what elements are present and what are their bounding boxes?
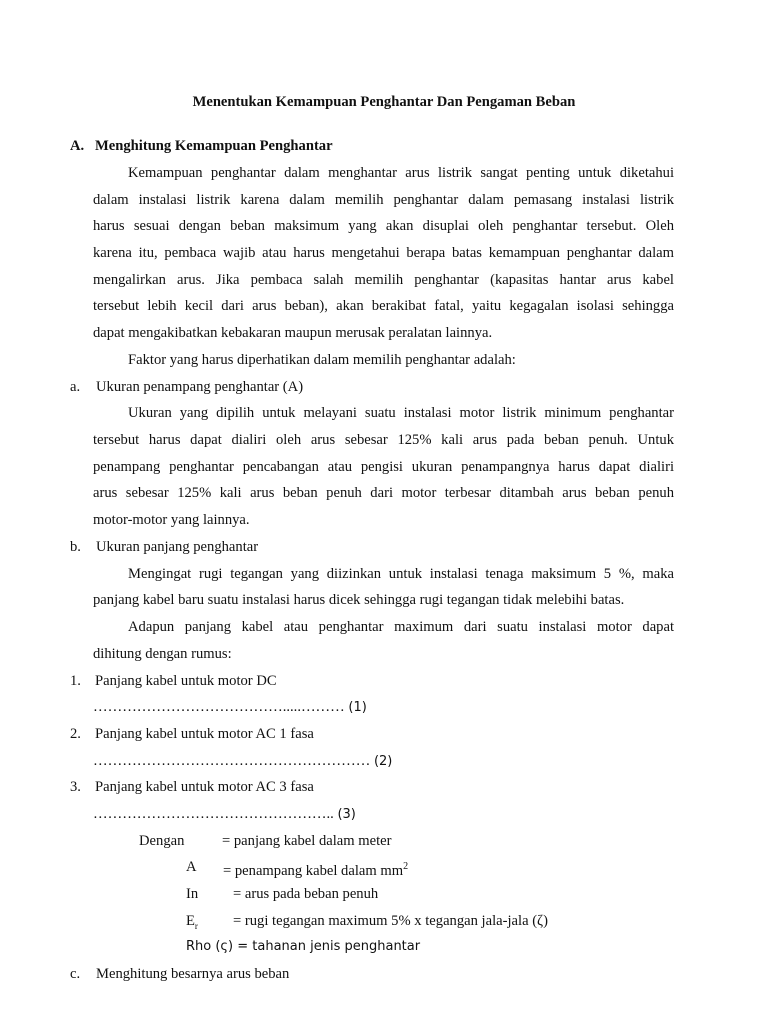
section-a-heading: Menghitung Kemampuan Penghantar bbox=[95, 138, 333, 154]
formula-1-label: Panjang kabel untuk motor DC bbox=[95, 673, 277, 689]
paragraph-line: tersebut harus dapat dialiri oleh arus sebesar 125% kali arus pada beban penuh. Untuk bbox=[93, 432, 674, 448]
formula-3-marker: 3. bbox=[70, 779, 81, 795]
paragraph-line: Ukuran yang dipilih untuk melayani suatu instalasi motor listrik minimum penghantar bbox=[128, 405, 674, 421]
paragraph-line: Faktor yang harus diperhatikan dalam memilih penghantar adalah: bbox=[128, 352, 516, 368]
formula-dots: ………………………………….....……… bbox=[93, 699, 345, 715]
legend-l-definition: = panjang kabel dalam meter bbox=[222, 833, 392, 849]
section-a-marker: A. bbox=[70, 138, 85, 154]
equation-number: (1) bbox=[348, 700, 367, 715]
paragraph-line: Adapun panjang kabel atau penghantar maximum dari suatu instalasi motor dapat bbox=[128, 619, 674, 635]
page-title: Menentukan Kemampuan Penghantar Dan Pengaman Beban bbox=[192, 94, 576, 110]
formula-dots: ………………………………………….. bbox=[93, 806, 334, 822]
item-a-marker: a. bbox=[70, 379, 81, 395]
item-b-label: Ukuran panjang penghantar bbox=[96, 539, 259, 555]
formula-3-line bbox=[93, 805, 674, 824]
paragraph-line: panjang kabel baru suatu instalasi harus dicek sehingga rugi tegangan tidak melebihi batas. bbox=[93, 592, 625, 608]
legend-rho: Rho (ς) = tahanan jenis penghantar bbox=[186, 939, 421, 954]
paragraph-line: karena itu, pembaca wajib atau harus mengetahui berapa batas kemampuan penghantar dalam bbox=[93, 245, 674, 261]
formula-dots: ………………………………………………… bbox=[93, 753, 371, 769]
legend-a-symbol: A bbox=[186, 859, 197, 875]
formula-2-line bbox=[93, 752, 674, 771]
paragraph-line: arus sebesar 125% kali arus beban penuh dari motor terbesar ditambah arus beban penuh bbox=[93, 485, 674, 501]
legend-in-symbol: In bbox=[186, 886, 199, 902]
paragraph-line: Mengingat rugi tegangan yang diizinkan untuk instalasi tenaga maksimum 5 %, maka bbox=[128, 566, 674, 582]
legend-a-line bbox=[223, 858, 408, 880]
paragraph-line: dapat mengakibatkan kebakaran maupun merusak peralatan lainnya. bbox=[93, 325, 493, 341]
legend-intro: Dengan bbox=[139, 833, 185, 849]
paragraph-line: dalam instalasi listrik karena dalam memilih penghantar dalam pemasang instalasi listrik bbox=[93, 192, 674, 208]
paragraph-line: harus sesuai dengan beban maksimum yang akan disuplai oleh penghantar tersebut. Oleh bbox=[93, 218, 674, 234]
paragraph-line: dihitung dengan rumus: bbox=[93, 646, 232, 662]
formula-2-label: Panjang kabel untuk motor AC 1 fasa bbox=[95, 726, 314, 742]
formula-1-line bbox=[93, 698, 674, 717]
item-a-label: Ukuran penampang penghantar (A) bbox=[96, 379, 304, 395]
formula-2-marker: 2. bbox=[70, 726, 81, 742]
item-c-label: Menghitung besarnya arus beban bbox=[96, 966, 290, 982]
paragraph-line: penampang penghantar pencabangan atau pengisi ukuran penampangnya harus dapat dialiri bbox=[93, 459, 674, 475]
paragraph-line: mengalirkan arus. Jika pembaca salah memilih penghantar (kapasitas hantar arus kabel bbox=[93, 272, 674, 288]
legend-er-subscript: r bbox=[194, 920, 198, 931]
item-b-marker: b. bbox=[70, 539, 81, 555]
equation-number: (2) bbox=[373, 754, 393, 769]
paragraph-line: tersebut lebih kecil dari arus beban), akan berakibat fatal, yaitu kegagalan isolasi sehingga bbox=[93, 298, 674, 314]
legend-er-definition: = rugi tegangan maximum 5% x tegangan jala-jala (ζ) bbox=[233, 913, 548, 929]
paragraph-line: motor-motor yang lainnya. bbox=[93, 512, 250, 528]
legend-in-definition: = arus pada beban penuh bbox=[233, 886, 379, 902]
equation-number: (3) bbox=[337, 807, 356, 822]
paragraph-line: Kemampuan penghantar dalam menghantar arus listrik sangat penting untuk diketahui bbox=[128, 165, 674, 181]
legend-a-definition: = penampang kabel dalam mm bbox=[223, 862, 404, 879]
item-c-marker: c. bbox=[70, 966, 81, 982]
formula-1-marker: 1. bbox=[70, 673, 81, 689]
legend-a-superscript: 2 bbox=[403, 861, 409, 872]
formula-3-label: Panjang kabel untuk motor AC 3 fasa bbox=[95, 779, 314, 795]
legend-er-symbol: $E_r$ bbox=[186, 913, 198, 931]
